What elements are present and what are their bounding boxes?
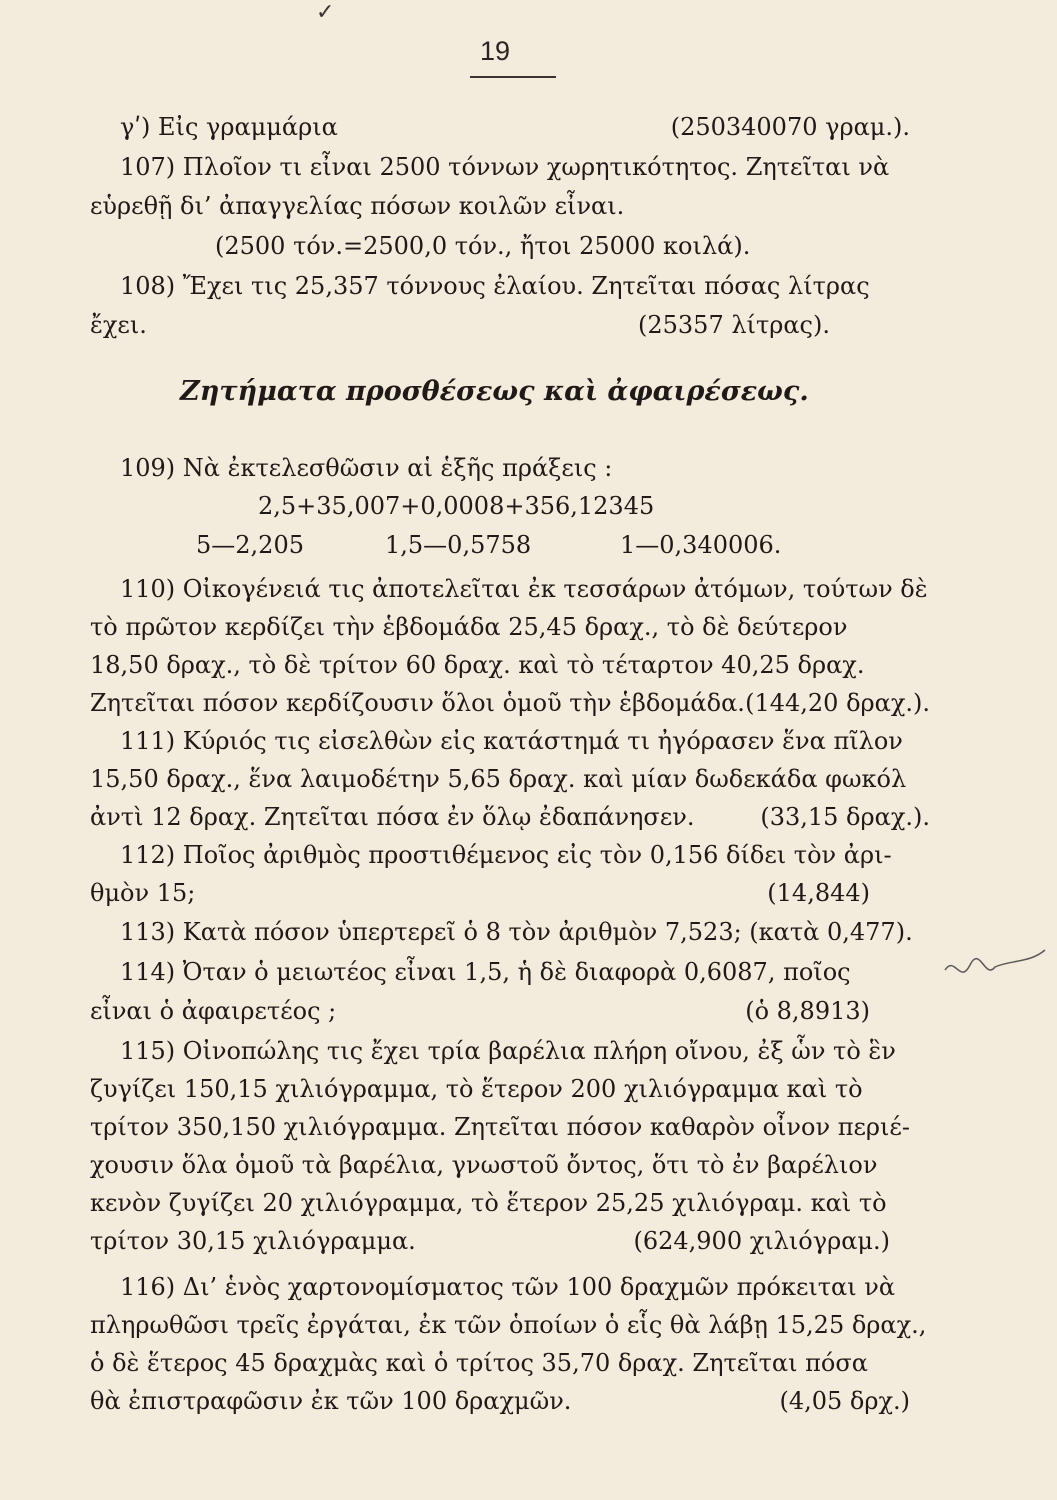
text-line: θὰ ἐπιστραφῶσιν ἐκ τῶν 100 δραχμῶν. (4,05 δρχ.) [90, 1382, 970, 1420]
answer: (14,844) [767, 879, 870, 907]
text-line: τὸ πρῶτον κερδίζει τὴν ἑβδομάδα 25,45 δραχ., τὸ δὲ δεύτερον [90, 613, 848, 641]
text-line: Ζητεῖται πόσον κερδίζουσιν ὅλοι ὁμοῦ τὴν ἑβδομάδα. (144,20 δραχ.). [90, 684, 970, 722]
problem-115-line: 115) Οἰνοπώλης τις ἔχει τρία βαρέλια πλήρη οἴνου, ἐξ ὧν τὸ ἓν [120, 1037, 896, 1065]
text-line: εὑρεθῇ δι’ ἀπαγγελίας πόσων κοιλῶν εἶναι. [90, 192, 625, 220]
text-line: γʹ) Εἰς γραμμάρια (250340070 γραμ.). [90, 108, 970, 146]
text-line: τρίτον 350,150 χιλιόγραμμα. Ζητεῖται πόσον καθαρὸν οἶνον περιέ- [90, 1113, 910, 1141]
problem-114-line: 114) Ὀταν ὁ μειωτέος εἶναι 1,5, ἡ δὲ διαφορὰ 0,6087, ποῖος [120, 958, 851, 986]
operation-diff: 1—0,340006. [620, 531, 782, 559]
text-line: χουσιν ὅλα ὁμοῦ τὰ βαρέλια, γνωστοῦ ὄντος, ὅτι τὸ ἐν βαρέλιον [90, 1151, 878, 1179]
answer: (4,05 δρχ.) [779, 1387, 910, 1415]
text-line: πληρωθῶσι τρεῖς ἐργάται, ἐκ τῶν ὁποίων ὁ εἷς θὰ λάβῃ 15,25 δραχ., [90, 1311, 927, 1339]
pencil-check-mark: ✓ [316, 0, 335, 25]
text-line: ἀντὶ 12 δραχ. Ζητεῖται πόσα ἐν ὅλῳ ἐδαπάνησεν. (33,15 δραχ.). [90, 798, 970, 836]
operation-sum: 2,5+35,007+0,0008+356,12345 [258, 492, 655, 520]
text-line: ὁ δὲ ἕτερος 45 δραχμὰς καὶ ὁ τρίτος 35,70 δραχ. Ζητεῖται πόσα [90, 1349, 868, 1377]
section-heading: Ζητήματα προσθέσεως καὶ ἀφαιρέσεως. [180, 376, 809, 407]
pencil-scribble-icon [940, 945, 1050, 995]
problem-107-line: 107) Πλοῖον τι εἶναι 2500 τόννων χωρητικότητος. Ζητεῖται νὰ [120, 153, 890, 181]
text-line: 15,50 δραχ., ἕνα λαιμοδέτην 5,65 δραχ. καὶ μίαν δωδεκάδα φωκόλ [90, 765, 907, 793]
problem-111-line: 111) Κύριός τις εἰσελθὼν εἰς κατάστημά τι ἠγόρασεν ἕνα πῖλον [120, 727, 903, 755]
problem-109-line: 109) Νὰ ἐκτελεσθῶσιν αἱ ἑξῆς πράξεις : [120, 454, 613, 482]
text-line: τρίτον 30,15 χιλιόγραμμα. (624,900 χιλιόγραμ.) [90, 1222, 970, 1260]
answer: (624,900 χιλιόγραμ.) [633, 1227, 890, 1255]
text-line: 18,50 δραχ., τὸ δὲ τρίτον 60 δραχ. καὶ τὸ τέταρτον 40,25 δραχ. [90, 651, 865, 679]
text-line: ζυγίζει 150,15 χιλιόγραμμα, τὸ ἕτερον 200 χιλιόγραμμα καὶ τὸ [90, 1075, 863, 1103]
problem-112-line: 112) Ποῖος ἀριθμὸς προστιθέμενος εἰς τὸν 0,156 δίδει τὸν ἀρι- [120, 841, 892, 869]
answer: (ὁ 8,8913) [745, 997, 870, 1025]
problem-110-line: 110) Οἰκογένειά τις ἀποτελεῖται ἐκ τεσσάρων ἀτόμων, τούτων δὲ [120, 575, 928, 603]
answer-line: (2500 τόν.=2500,0 τόν., ἤτοι 25000 κοιλά). [215, 232, 751, 260]
answer: (144,20 δραχ.). [745, 689, 930, 717]
text-line: θμὸν 15; (14,844) [90, 874, 970, 912]
operation-diff: 5—2,205 [196, 531, 304, 559]
answer: (250340070 γραμ.). [670, 113, 910, 141]
text-line: ἔχει. (25357 λίτρας). [90, 306, 970, 344]
text-line: εἶναι ὁ ἀφαιρετέος ; (ὁ 8,8913) [90, 992, 970, 1030]
problem-113-line: 113) Κατὰ πόσον ὑπερτερεῖ ὁ 8 τὸν ἀριθμὸν 7,523; (κατὰ 0,477). [120, 918, 913, 946]
page-number: 19 [479, 36, 511, 66]
problem-108-line: 108) Ἔχει τις 25,357 τόννους ἐλαίου. Ζητεῖται πόσας λίτρας [120, 272, 870, 300]
operation-diff: 1,5—0,5758 [385, 531, 532, 559]
answer: (25357 λίτρας). [638, 311, 830, 339]
problem-116-line: 116) Δι’ ἑνὸς χαρτονομίσματος τῶν 100 δραχμῶν πρόκειται νὰ [120, 1273, 896, 1301]
answer: (33,15 δραχ.). [760, 803, 930, 831]
text-line: κενὸν ζυγίζει 20 χιλιόγραμμα, τὸ ἕτερον 25,25 χιλιόγραμ. καὶ τὸ [90, 1189, 887, 1217]
page-number-rule [470, 76, 556, 78]
